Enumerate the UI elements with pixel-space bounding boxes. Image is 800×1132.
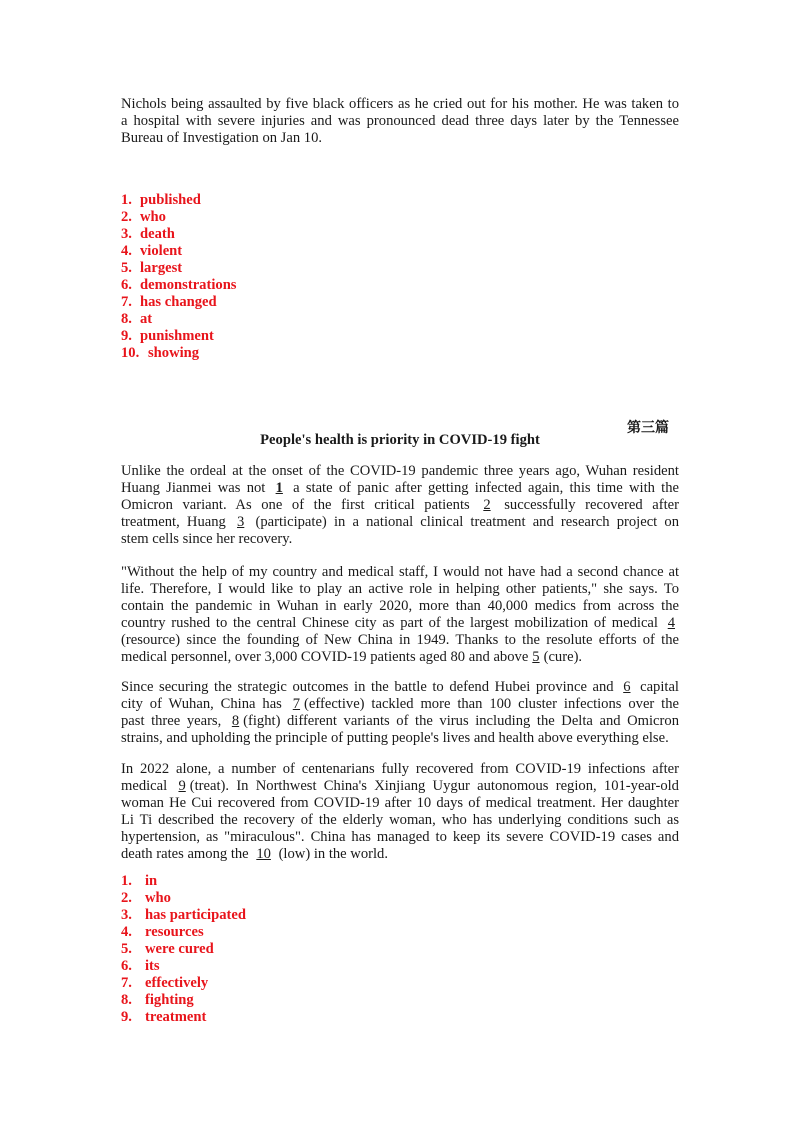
- text-line: strains, and upholding the principle of putting people's lives and health above everything else.: [121, 730, 669, 746]
- text-line: (resource) since the founding of New China in 1949. Thanks to the resolute efforts of the: [121, 632, 679, 648]
- text-line: Bureau of Investigation on Jan 10.: [121, 130, 323, 146]
- answer-item: 8. fighting: [121, 992, 194, 1008]
- text-line: In 2022 alone, a number of centenarians fully recovered from COVID-19 infections after: [121, 761, 679, 777]
- text-line: a hospital with severe injuries and was pronounced dead three days later by the Tennessee: [121, 113, 679, 129]
- text-line: contain the pandemic in Wuhan in early 2020, more than 40,000 medics from across the: [121, 598, 679, 614]
- blank-3: 3: [237, 514, 245, 530]
- answer-item: 1. published: [121, 192, 201, 208]
- article-title: People's health is priority in COVID-19 fight: [260, 432, 540, 448]
- blank-2: 2: [483, 497, 491, 513]
- answer-key-list-2: [121, 873, 246, 1026]
- paragraph-4: [121, 761, 679, 863]
- answer-item: 6. its: [121, 958, 160, 974]
- text-line: "Without the help of my country and medical staff, I would not have had a second chance at: [121, 564, 679, 580]
- answer-item: 3. has participated: [121, 907, 246, 923]
- answer-item: 9. punishment: [121, 328, 214, 344]
- blank-5: 5: [532, 649, 540, 665]
- paragraph-1: [121, 463, 679, 548]
- text-line: past three years, 8 (fight) different variants of the virus including the Delta and Omicron: [121, 713, 679, 729]
- paragraph-3: [121, 679, 679, 747]
- answer-item: 2. who: [121, 209, 166, 225]
- section-label: 第三篇: [627, 420, 669, 436]
- blank-8: 8: [231, 713, 240, 729]
- paragraph-2: [121, 564, 679, 666]
- blank-9: 9: [178, 778, 186, 794]
- answer-item: 8. at: [121, 311, 153, 327]
- answer-item: 5. were cured: [121, 941, 214, 957]
- blank-1: 1: [275, 480, 283, 496]
- answer-key-list-1: [121, 192, 236, 362]
- text-line: Li Ti described the recovery of the elderly woman, who has underlying conditions such as: [121, 812, 679, 828]
- blank-10: 10: [256, 846, 271, 862]
- answer-item: 7. has changed: [121, 294, 217, 310]
- answer-item: 10. showing: [121, 345, 200, 361]
- text-line: Nichols being assaulted by five black officers as he cried out for his mother. He was taken to: [121, 96, 679, 112]
- text-line: hypertension, as "miraculous". China has managed to keep its severe COVID-19 cases and: [121, 829, 679, 845]
- text-line: treatment, Huang 3 (participate) in a national clinical treatment and research project on: [121, 514, 679, 530]
- text-line: medical 9 (treat). In Northwest China's Xinjiang Uygur autonomous region, 101-year-old: [121, 778, 679, 794]
- text-line: death rates among the 10 (low) in the world.: [121, 846, 388, 862]
- answer-item: 1. in: [121, 873, 158, 889]
- answer-item: 4. violent: [121, 243, 183, 259]
- answer-item: 2. who: [121, 890, 171, 906]
- text-line: Since securing the strategic outcomes in the battle to defend Hubei province and 6 capital: [121, 679, 679, 695]
- answer-item: 5. largest: [121, 260, 183, 276]
- answer-item: 7. effectively: [121, 975, 209, 991]
- text-line: life. Therefore, I would like to play an active role in helping other patients," she says. To: [121, 581, 679, 597]
- text-line: Unlike the ordeal at the onset of the COVID-19 pandemic three years ago, Wuhan resident: [121, 463, 679, 479]
- answer-item: 6. demonstrations: [121, 277, 237, 293]
- text-line: Huang Jianmei was not 1 a state of panic after getting infected again, this time with the: [121, 480, 679, 496]
- intro-paragraph: [121, 96, 679, 147]
- text-line: Omicron variant. As one of the first critical patients 2 successfully recovered after: [121, 497, 679, 513]
- text-line: country rushed to the central Chinese city as part of the largest mobilization of medical 4: [121, 615, 679, 632]
- answer-item: 4. resources: [121, 924, 204, 940]
- answer-item: 9. treatment: [121, 1009, 207, 1025]
- blank-7: 7: [292, 696, 301, 712]
- text-line: woman He Cui recovered from COVID-19 after 10 days of medical treatment. Her daughter: [121, 795, 679, 811]
- answer-item: 3. death: [121, 226, 175, 242]
- text-line: stem cells since her recovery.: [121, 531, 293, 547]
- text-line: city of Wuhan, China has 7 (effective) tackled more than 100 cluster infections over the: [121, 696, 679, 712]
- blank-6: 6: [623, 679, 631, 695]
- text-line: medical personnel, over 3,000 COVID-19 patients aged 80 and above 5 (cure).: [121, 649, 583, 665]
- blank-4: 4: [667, 615, 675, 631]
